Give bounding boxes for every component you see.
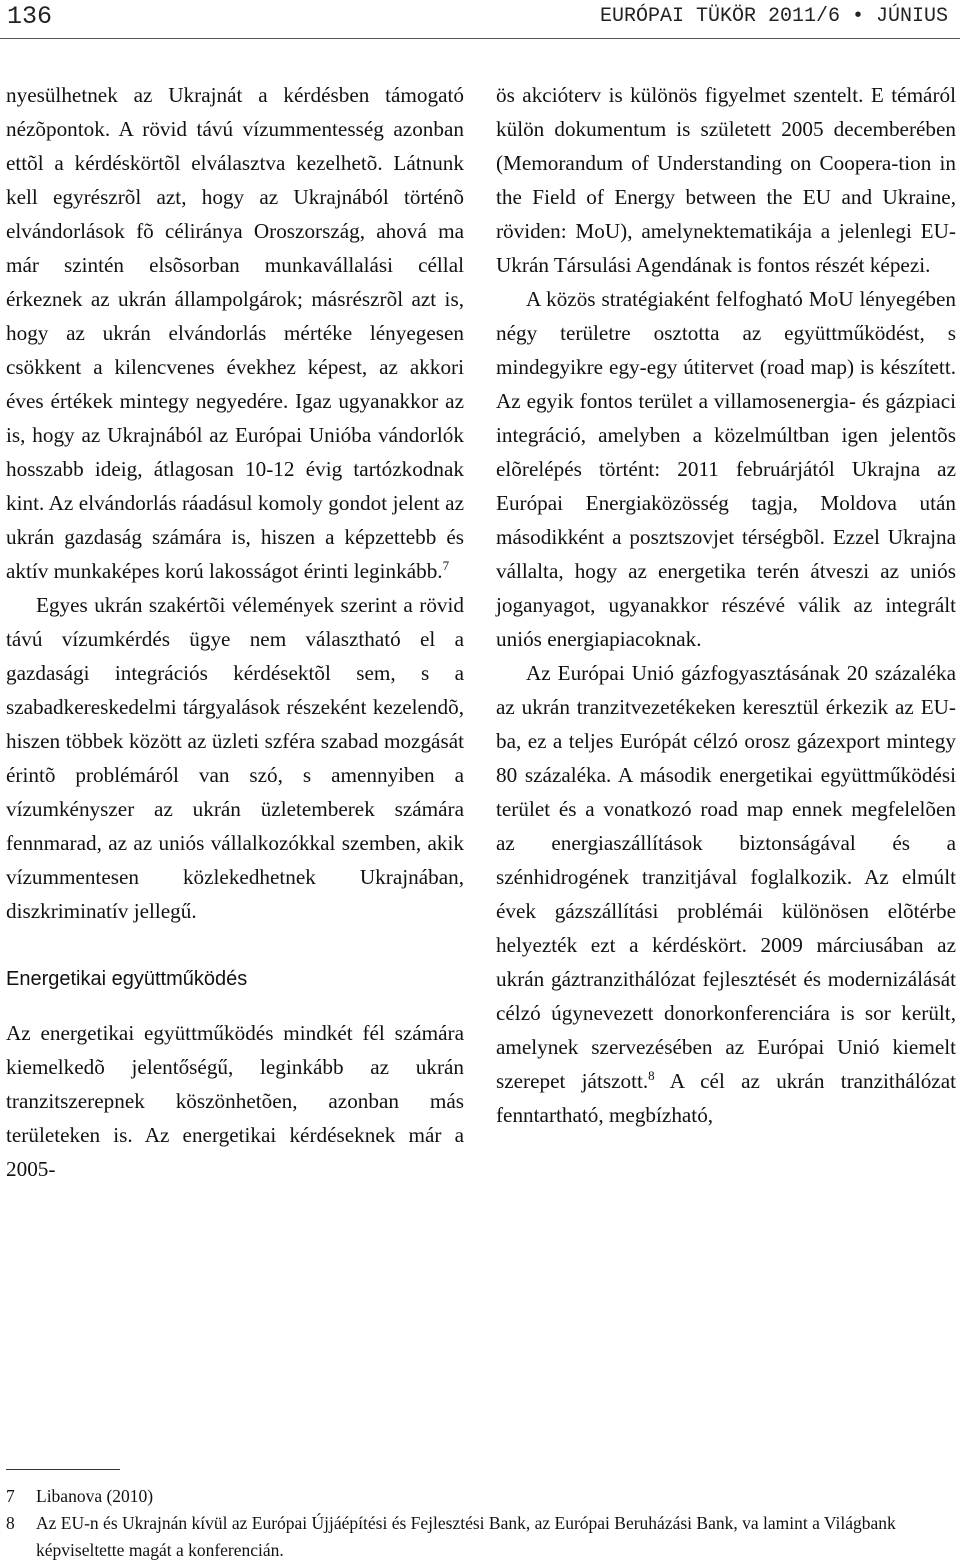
body-paragraph: ös akcióterv is különös figyelmet szentelt. E témáról külön dokumentum is született 2005 decemberében (Memorandum of Understanding on Coopera-tion in the Field of Energy between the EU and Ukraine, röviden: MoU), amelynektematikája a jelenlegi EU-Ukrán Társulási Agendának is fontos részét képezi. [496, 83, 956, 277]
body-paragraph: Egyes ukrán szakértõi vélemények szerint a rövid távú vízumkérdés ügye nem választható el a gazdasági integrációs kérdésektõl sem, s a szabadkereskedelmi tárgyalások részeként kezelendõ, hiszen többek között az üzleti szféra szabad mozgását érintõ problémáról van szó, s amennyiben a vízumkényszer az ukrán üzletemberek számára fennmarad, az az uniós vállalkozókkal szemben, akik vízummentesen közlekedhetnek Ukrajnában, diszkriminatív jellegű. [6, 593, 464, 923]
right-column [496, 78, 956, 1132]
footnote-reference: 8 [648, 1068, 655, 1083]
footnotes [6, 1483, 950, 1564]
footnote [6, 1510, 950, 1564]
footnote-reference: 7 [442, 558, 450, 573]
page-number: 136 [7, 2, 53, 31]
footnote-divider [6, 1469, 120, 1470]
footnote-number: 8 [6, 1513, 15, 1533]
body-paragraph [496, 656, 956, 1132]
body-paragraph [6, 78, 464, 588]
footnote-number: 7 [6, 1486, 15, 1506]
header-divider [0, 38, 960, 39]
body-paragraph: Az energetikai együttműködés mindkét fél számára kiemelkedõ jelentőségű, leginkább az ukrán tranzitszerepnek köszönhetõen, azonban más területeken is. Az energetikai kérdéseknek már a 2005- [6, 1021, 464, 1181]
paragraph-text: nyesülhetnek az Ukrajnát a kérdésben támogató nézõpontok. A rövid távú vízummentesség azonban ettõl a kérdéskörtõl elválasztva kezelhetõ. Látnunk kell egyrészrõl azt, hogy az Ukrajnából történõ elvándorlások fõ céliránya Oroszország, ahová ma már szintén elsõsorban munkavállalási céllal érkeznek az ukrán állampolgárok; másrészrõl azt is, hogy az ukrán elvándorlás mértéke lényegesen csökkent a kilencvenes évekhez képest, az akkori éves értékek mintegy negyedére. Igaz ugyanakkor az is, hogy az Ukrajnából az Európai Unióba vándorlók hosszabb ideig, átlagosan 10-12 évig tartózkodnak kint. Az elvándorlás ráadásul komoly gondot jelent az ukrán gazdaság számára is, hiszen a képzettebb és aktív munkaképes korú lakosságot érinti leginkább. [6, 83, 464, 583]
footnote-text: Az EU-n és Ukrajnán kívül az Európai Újjáépítési és Fejlesztési Bank, az Európai Beruházási Bank, va lamint a Világbank képviseltette magát a konferencián. [36, 1513, 896, 1560]
body-paragraph: A közös stratégiaként felfogható MoU lényegében négy területre osztotta az együttműködést, s mindegyikre egy-egy útitervet (road map) is készített. Az egyik fontos terület a villamosenergia- és gázpiaci integráció, amelyben a közelmúltban igen jelentõs elõrelépés történt: 2011 februárjától Ukrajna az Európai Energiaközösség tagja, Moldova után másodikként a posztszovjet térségbõl. Ezzel Ukrajna vállalta, hogy az energetika terén átveszi az uniós joganyagot, ugyanakkor részévé válik az integrált uniós energiapiacoknak. [496, 287, 956, 651]
paragraph-text: A cél az ukrán tranzithálózat fenntartható, megbízható, [496, 1069, 956, 1127]
section-heading: Energetikai együttműködés [6, 968, 248, 990]
running-title: EURÓPAI TÜKÖR 2011/6 • JÚNIUS [599, 5, 948, 28]
footnote [6, 1483, 950, 1510]
page-header [0, 0, 960, 36]
paragraph-text: Az Európai Unió gázfogyasztásának 20 százaléka az ukrán tranzitvezetékeken keresztül érkezik az EU-ba, ez a teljes Európát célzó orosz gázexport mintegy 80 százaléka. A második energetikai együttműködési terület és a vonatkozó road map ennek megfelelõen az energiaszállítások biztonságával és a szénhidrogének tranzitjával foglalkozik. Az elmúlt évek gázszállítási problémái különösen elõtérbe helyezték ezt a kérdéskört. 2009 márciusában az ukrán gáztranzithálózat fejlesztését és modernizálását célzó úgynevezett donorkonferenciára is sor került, amelynek szervezésében az Európai Unió kiemelt szerepet játszott. [496, 661, 956, 1093]
left-column [6, 78, 464, 1186]
footnote-text: Libanova (2010) [36, 1486, 154, 1506]
